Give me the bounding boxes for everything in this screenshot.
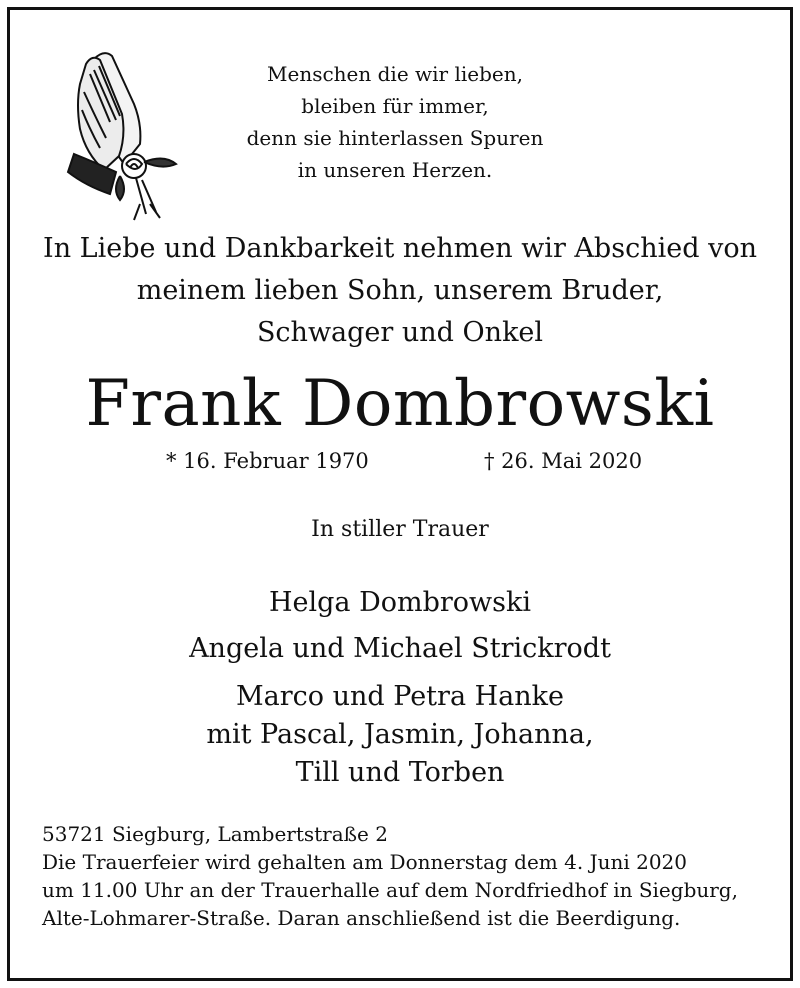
family-member: Till und Torben — [295, 757, 505, 788]
address-line: Alte-Lohmarer-Straße. Daran anschließend ist die Beerdigung. — [42, 906, 681, 930]
family-member: Marco und Petra Hanke — [236, 681, 564, 712]
intro-line: meinem lieben Sohn, unserem Bruder, — [136, 275, 664, 306]
poem-line: denn sie hinterlassen Spuren — [246, 126, 544, 150]
family-member: mit Pascal, Jasmin, Johanna, — [206, 719, 594, 750]
poem-line: in unseren Herzen. — [297, 158, 493, 182]
family-member: Angela und Michael Strickrodt — [189, 633, 611, 664]
praying-hands-with-rose-icon — [64, 44, 184, 224]
address-line: 53721 Siegburg, Lambertstraße 2 — [42, 822, 388, 846]
address-line: Die Trauerfeier wird gehalten am Donnerstag dem 4. Juni 2020 — [42, 850, 687, 874]
intro-text — [0, 228, 800, 354]
address-block — [42, 820, 762, 932]
address-line: um 11.00 Uhr an der Trauerhalle auf dem Nordfriedhof in Siegburg, — [42, 878, 738, 902]
poem — [230, 58, 560, 186]
intro-line: Schwager und Onkel — [256, 317, 544, 348]
death-date: † 26. Mai 2020 — [484, 449, 643, 473]
intro-line: In Liebe und Dankbarkeit nehmen wir Abschied von — [43, 233, 757, 264]
poem-line: bleiben für immer, — [301, 94, 489, 118]
deceased-name: Frank Dombrowski — [85, 367, 715, 441]
family-member: Helga Dombrowski — [268, 587, 532, 618]
poem-line: Menschen die wir lieben, — [267, 62, 523, 86]
birth-date: * 16. Februar 1970 — [166, 449, 369, 473]
mourning-line: In stiller Trauer — [311, 517, 489, 542]
